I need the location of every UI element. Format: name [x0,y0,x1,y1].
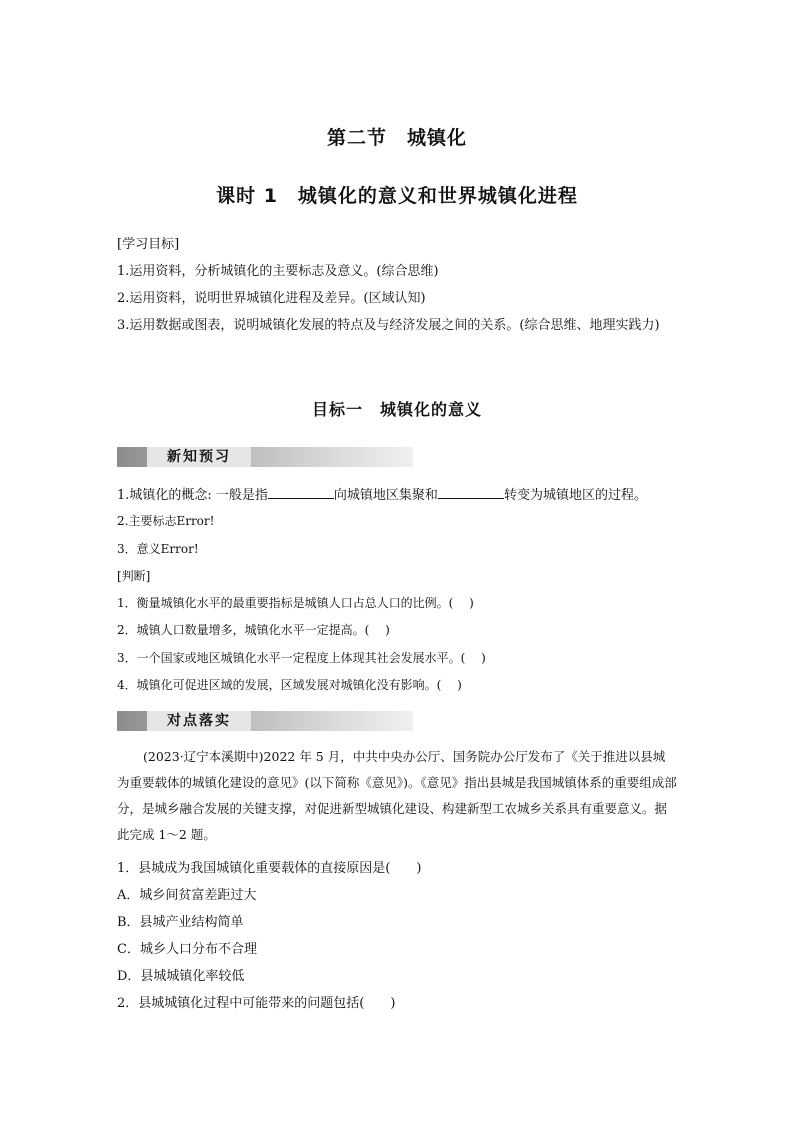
concept-prefix: 1.城镇化的概念: 一般是指 [117,488,268,503]
concept-suffix: 转变为城镇地区的过程。 [503,488,647,503]
option-d: D．县城城镇化率较低 [117,969,245,984]
section-banner-practice [117,711,413,731]
concept-line [117,484,647,503]
judge-item-1: 1．衡量城镇化水平的最重要指标是城镇人口占总人口的比例。( ) [117,596,474,610]
lesson-title: 课时 1 城镇化的意义和世界城镇化进程 [216,185,578,207]
option-b: B．县城产业结构简单 [117,915,244,930]
target-title: 目标一 城镇化的意义 [311,400,482,419]
judge-header: [判断] [117,569,151,583]
section-banner-preview [117,447,413,467]
banner-label: 对点落实 [147,711,251,731]
goal-item-3: 3.运用数据或图表，说明城镇化发展的特点及与经济发展之间的关系。(综合思维、地理实践力) [117,318,660,333]
goal-item-2: 2.运用资料，说明世界城镇化进程及差异。(区域认知) [117,291,426,306]
question-2: 2．县城城镇化过程中可能带来的问题包括( ) [117,996,396,1011]
banner-label: 新知预习 [147,447,251,467]
option-c: C．城乡人口分布不合理 [117,942,257,957]
option-a: A．城乡间贫富差距过大 [117,888,257,903]
fill-blank-2[interactable] [438,486,504,499]
fill-blank-1[interactable] [268,486,334,499]
goals-header: [学习目标] [117,237,180,252]
judge-item-3: 3．一个国家或地区城镇化水平一定程度上体现其社会发展水平。( ) [117,651,486,665]
passage: (2023·辽宁本溪期中)2022 年 5 月，中共中央办公厅、国务院办公厅发布了《关于推进以县城为重要载体的城镇化建设的意见》(以下简称《意见》)。《意见》指出县城是我国城镇体系的重要组成部分，是城乡融合发展的关键支撑，对促进新型城镇化建设、构建新型工农城乡关系具有重要意义。据此完成 1～2 题。 [117,749,677,842]
question-1: 1．县城成为我国城镇化重要载体的直接原因是( ) [117,861,422,876]
judge-item-2: 2．城镇人口数量增多，城镇化水平一定提高。( ) [117,623,390,637]
section-title: 第二节 城镇化 [326,127,467,149]
judge-item-4: 4．城镇化可促进区域的发展，区域发展对城镇化没有影响。( ) [117,678,462,692]
preview-item-3: 3．意义Error! [117,542,199,556]
goal-item-1: 1.运用资料，分析城镇化的主要标志及意义。(综合思维) [117,264,439,279]
concept-middle: 向城镇地区集聚和 [333,488,438,503]
preview-item-2: 2.主要标志Error! [117,514,215,528]
